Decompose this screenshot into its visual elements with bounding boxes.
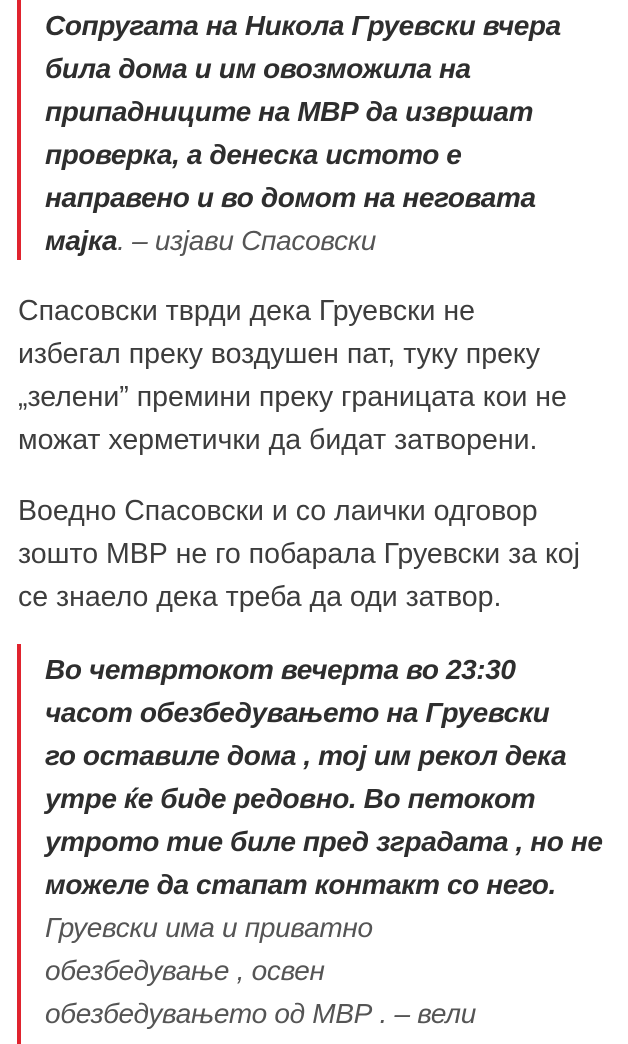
quote-italic-line: обезбедување , освен [45, 955, 325, 986]
quote-bold-line: Сопругата на Никола Груевски вчера [45, 10, 561, 41]
paragraph-line: Спасовски тврди дека Груевски не [18, 295, 475, 327]
quote-bold-line: направено и во домот на неговата [45, 182, 536, 213]
blockquote-spouse-statement [17, 0, 607, 260]
paragraph-line: се знаело дека треба да оди затвор. [18, 581, 502, 613]
paragraph-mvr-answer [18, 490, 618, 619]
quote-bold-line: го оставиле дома , тој им рекол дека [45, 740, 567, 771]
quote-bold-line: часот обезбедувањето на Груевски [45, 697, 550, 728]
quote-bold-line: утрото тие биле пред зградата , но не [45, 826, 603, 857]
quote-bold-line: утре ќе биде редовно. Во петокот [45, 783, 536, 814]
quote-bold-line: Во четвртокот вечерта во 23:30 [45, 654, 516, 685]
quote-italic-line: обезбедувањето од МВР . – вели [45, 998, 477, 1029]
quote-bold-line: мајка [45, 225, 118, 256]
blockquote-security-statement [17, 644, 607, 1044]
paragraph-line: Воедно Спасовски и со лаички одговор [18, 495, 538, 527]
quote-bold-line: била дома и им овозможила на [45, 53, 471, 84]
paragraph-line: можат херметички да бидат затворени. [18, 424, 538, 456]
quote-italic-line: Груевски има и приватно [45, 912, 373, 943]
quote-bold-line: проверка, а денеска истото е [45, 139, 462, 170]
paragraph-line: избегал преку воздушен пат, туку преку [18, 338, 540, 370]
quote-attribution: . – изјави Спасовски [117, 225, 376, 256]
quote-bold-line: можеле да стапат контакт со него. [45, 869, 556, 900]
paragraph-line: „зелени” премини преку границата кои не [18, 381, 567, 413]
paragraph-green-crossings [18, 290, 618, 462]
paragraph-line: зошто МВР не го побарала Груевски за кој [18, 538, 580, 570]
quote-bold-line: припадниците на МВР да извршат [45, 96, 534, 127]
